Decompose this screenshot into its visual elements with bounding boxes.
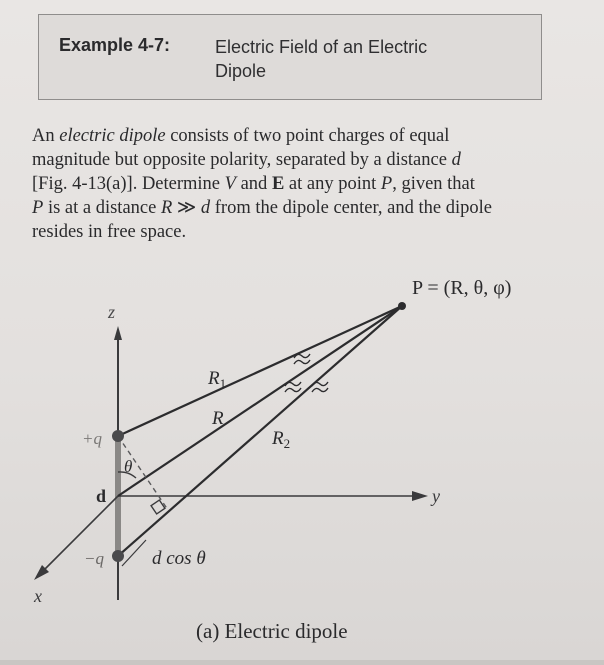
example-title-line-2: Dipole	[215, 61, 267, 81]
dcos-bracket	[122, 540, 146, 566]
example-title	[215, 35, 515, 83]
statement-line-3: [Fig. 4-13(a)]. Determine V and E at any point P, given that	[32, 174, 475, 194]
break-mark-r	[285, 382, 301, 386]
problem-statement	[32, 124, 562, 244]
r1-label: $R_1$	[208, 368, 227, 391]
y-axis-label: y	[432, 486, 440, 506]
z-axis-label: z	[108, 302, 116, 322]
negative-charge	[112, 550, 124, 562]
theta-label: θ	[124, 457, 133, 476]
d-label: d	[96, 486, 107, 506]
point-p-label: P = (R, θ, φ)	[412, 277, 512, 299]
positive-charge	[112, 430, 124, 442]
x-axis-label: x	[34, 586, 42, 606]
y-axis-arrow-icon	[412, 491, 428, 501]
statement-line-1: An electric dipole consists of two point charges of equal	[32, 126, 450, 146]
r2-label: $R_2$	[272, 428, 291, 451]
break-mark-r2b	[312, 388, 328, 392]
r-line	[118, 306, 402, 496]
statement-line-2: magnitude but opposite polarity, separated by a distance d	[32, 150, 461, 170]
dipole-diagram	[0, 260, 604, 660]
example-header-box	[38, 14, 542, 100]
break-mark-r1b	[294, 360, 310, 364]
break-mark-r2	[312, 382, 328, 386]
r1-line	[118, 306, 402, 436]
dcos-label: d cos θ	[152, 548, 206, 569]
minus-q-label: −q	[84, 549, 104, 568]
break-mark-rb	[285, 388, 301, 392]
statement-line-5: resides in free space.	[32, 222, 187, 242]
x-axis	[40, 496, 118, 574]
r2-line	[118, 306, 402, 556]
right-angle-marker	[151, 500, 165, 514]
dipole-figure	[0, 260, 604, 660]
example-title-line-1: Electric Field of an Electric	[215, 37, 428, 57]
r-label: R	[212, 408, 224, 429]
example-number: Example 4-7:	[59, 35, 171, 55]
point-p-marker	[398, 302, 406, 310]
plus-q-label: +q	[82, 429, 102, 448]
break-mark-r1	[294, 354, 310, 358]
figure-caption: (a) Electric dipole	[196, 619, 348, 643]
statement-line-4: P is at a distance R ≫ d from the dipole center, and the dipole	[32, 198, 492, 218]
z-axis-arrow-icon	[114, 326, 122, 340]
